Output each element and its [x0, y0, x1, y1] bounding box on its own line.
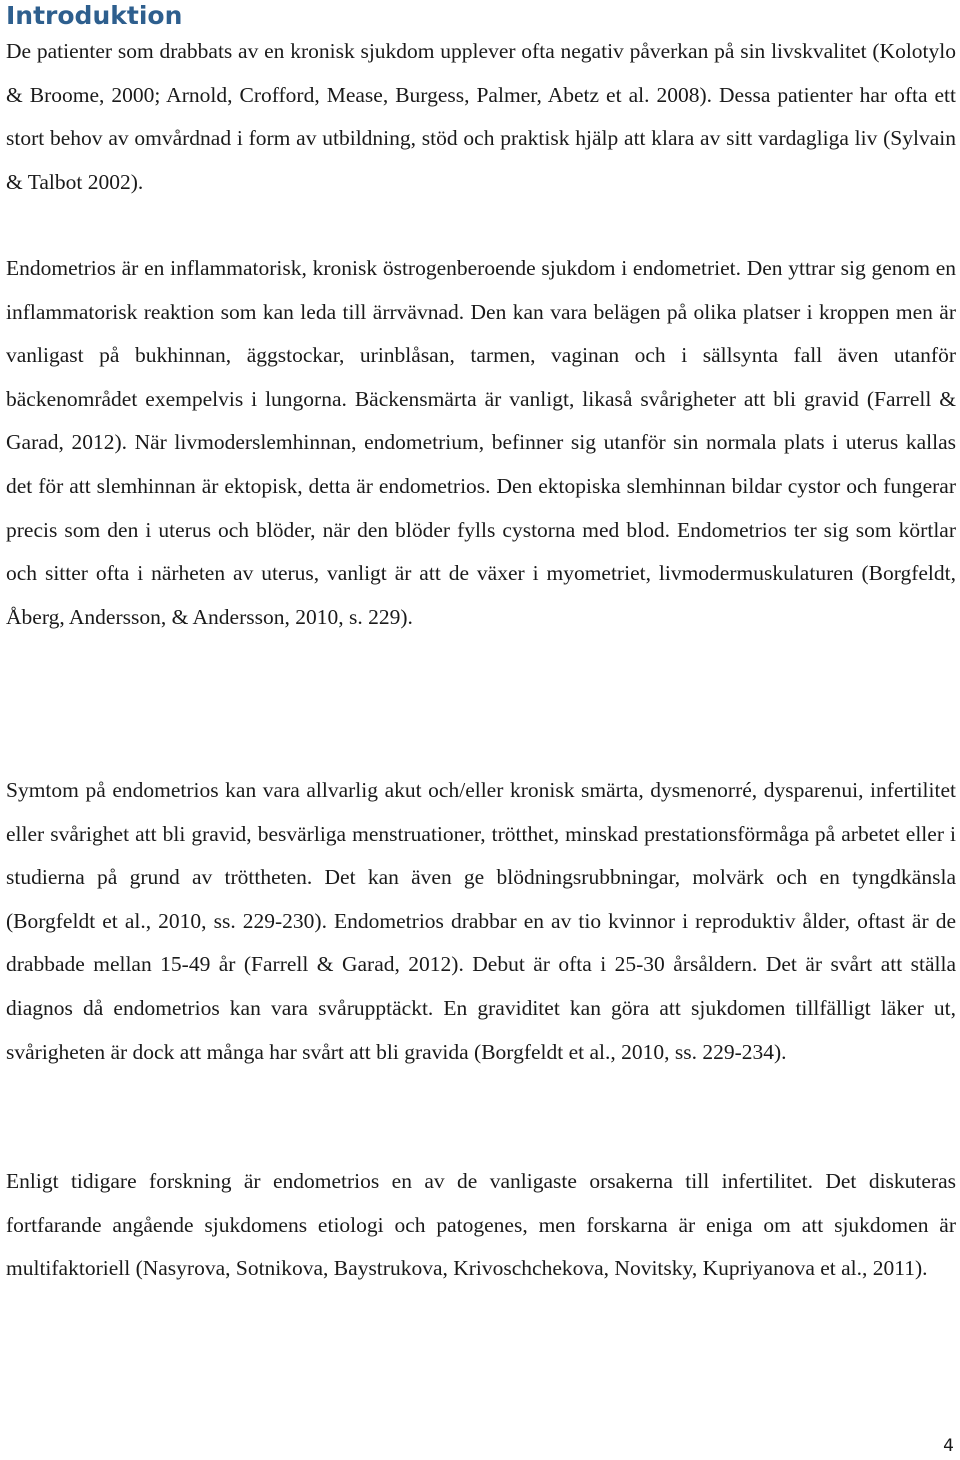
paragraph-intro: De patienter som drabbats av en kronisk sjukdom upplever ofta negativ påverkan på sin livskvalitet (Kolotylo & Broome, 2000; Arnold, Crofford, Mease, Burgess, Palmer, Abetz et al. 2008). Dessa patienter har ofta ett stort behov av omvårdnad i form av utbildning, stöd och praktisk hjälp att klara av sitt vardagliga liv (Sylvain & Talbot 2002).: [6, 39, 956, 194]
paragraph-research: Enligt tidigare forskning är endometrios en av de vanligaste orsakerna till infertilitet. Det diskuteras fortfarande angående sjukdomens etiologi och patogenes, men forskarna är eniga om att sjukdomen är multifaktoriell (Nasyrova, Sotnikova, Baystrukova, Krivoschchekova, Novitsky, Kupriyanova et al., 2011).: [6, 1169, 956, 1281]
section-heading: Introduktion: [6, 1, 183, 30]
paragraph-definition: Endometrios är en inflammatorisk, kronisk östrogenberoende sjukdom i endometriet. Den yttrar sig genom en inflammatorisk reaktion som kan leda till ärrvävnad. Den kan vara belägen på olika platser i kroppen men är vanligast på bukhinnan, äggstockar, urinblåsan, tarmen, vaginan och i sällsynta fall även utanför bäckenområdet exempelvis i lungorna. Bäckensmärta är vanligt, likaså svårigheter att bli gravid (Farrell & Garad, 2012). När livmoderslemhinnan, endometrium, befinner sig utanför sin normala plats i uterus kallas det för att slemhinnan är ektopisk, detta är endometrios. Den ektopiska slemhinnan bildar cystor och fungerar precis som den i uterus och blöder, när den blöder fylls cystorna med blod. Endometrios ter sig som körtlar och sitter ofta i närheten av uterus, vanligt är att de växer i myometriet, livmodermuskulaturen (Borgfeldt, Åberg, Andersson, & Andersson, 2010, s. 229).: [6, 256, 956, 629]
page-number: 4: [943, 1436, 954, 1456]
paragraph-symptoms: Symtom på endometrios kan vara allvarlig akut och/eller kronisk smärta, dysmenorré, dysparenui, infertilitet eller svårighet att bli gravid, besvärliga menstruationer, trötthet, minskad prestationsförmåga på arbetet eller i studierna på grund av tröttheten. Det kan även ge blödningsrubbningar, molvärk och en tyngdkänsla (Borgfeldt et al., 2010, ss. 229-230). Endometrios drabbar en av tio kvinnor i reproduktiv ålder, oftast är de drabbade mellan 15-49 år (Farrell & Garad, 2012). Debut är ofta i 25-30 årsåldern. Det är svårt att ställa diagnos då endometrios kan vara svårupptäckt. En graviditet kan göra att sjukdomen tillfälligt läker ut, svårigheten är dock att många har svårt att bli gravida (Borgfeldt et al., 2010, ss. 229-234).: [6, 778, 956, 1064]
